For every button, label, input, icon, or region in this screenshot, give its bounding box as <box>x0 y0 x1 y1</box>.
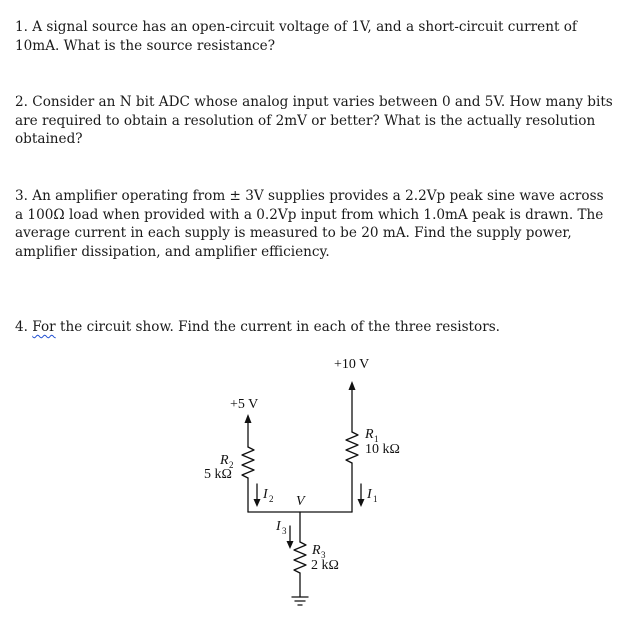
i2-label: I <box>263 487 268 502</box>
r1-value: 10 kΩ <box>365 442 400 457</box>
i1-label: I <box>367 487 372 502</box>
supply-arrow-right <box>349 381 356 390</box>
i3-subscript: 3 <box>282 526 287 536</box>
question-4-prefix: 4. <box>15 319 33 335</box>
r2-value: 5 kΩ <box>204 467 232 482</box>
question-1: 1. A signal source has an open-circuit voltage of 1V, and a short-circuit current of 10mA. What is the source resistance? <box>15 19 577 54</box>
question-3: 3. An amplifier operating from ± 3V supplies provides a 2.2Vp peak sine wave across a 100Ω load when provided with a 0.2Vp input from which 1.0mA peak is drawn. The average current in each supply is measured to be 20 mA. Find the supply power, amplifier dissipation, and amplifier efficiency. <box>15 188 604 260</box>
supply-arrow-left <box>245 414 252 423</box>
supply-label-left: +5 V <box>230 397 259 412</box>
r3-subscript: 3 <box>321 550 326 560</box>
question-4-text: the circuit show. Find the current in each of the three resistors. <box>55 319 500 335</box>
r3-value: 2 kΩ <box>311 558 339 573</box>
spellcheck-flagged-word[interactable]: For <box>32 319 56 335</box>
r2-name: R <box>220 453 229 468</box>
resistor-r1 <box>346 432 358 463</box>
r1-subscript: 1 <box>374 434 379 444</box>
i2-subscript: 2 <box>269 494 274 504</box>
i3-label: I <box>276 519 281 534</box>
r2-subscript: 2 <box>229 460 234 470</box>
question-2: 2. Consider an N bit ADC whose analog input varies between 0 and 5V. How many bits are required to obtain a resolution of 2mV or better? What is the actually resolution obtained? <box>15 94 613 147</box>
i1-subscript: 1 <box>373 494 378 504</box>
resistor-r3 <box>294 542 306 573</box>
r3-name: R <box>312 543 321 558</box>
node-voltage-label: V <box>296 494 305 509</box>
r1-name: R <box>365 427 374 442</box>
resistor-r2 <box>242 447 254 478</box>
supply-label-right: +10 V <box>334 357 370 372</box>
